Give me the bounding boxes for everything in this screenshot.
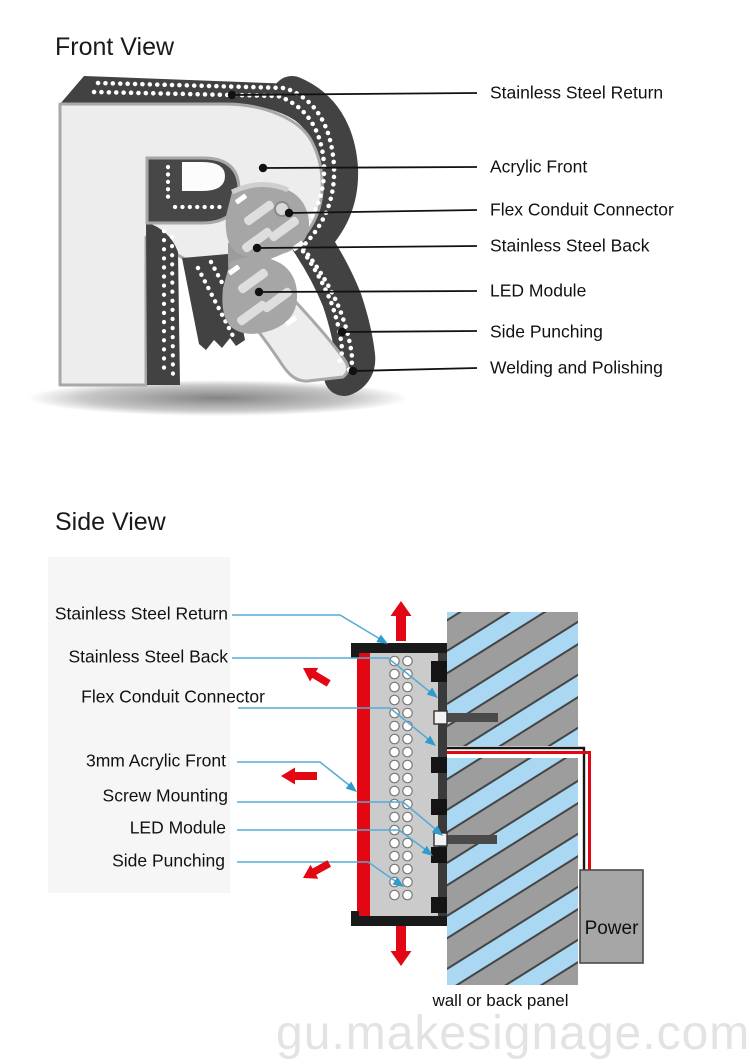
power-box-label: Power [584,918,639,939]
front-view-illustration [28,76,477,416]
label-acrylic-front: Acrylic Front [490,156,588,177]
label-led-module: LED Module [490,280,587,301]
stainless-steel-back-strip [438,650,447,918]
power-supply-box [580,870,643,963]
label-flex-conduit-connector: Flex Conduit Connector [490,199,674,220]
front-view-title: Front View [55,33,175,61]
counter-opening [182,162,225,191]
wall-caption: wall or back panel [432,991,569,1010]
side-view-title: Side View [55,508,166,536]
label-stainless-steel-return: Stainless Steel Return [490,82,664,103]
acrylic-front-bar [357,650,370,918]
sv-label-screw-mounting: Screw Mounting [102,785,228,806]
down-arrow-icon [391,926,412,966]
label-side-punching: Side Punching [490,321,603,342]
label-stainless-steel-back: Stainless Steel Back [490,235,650,256]
sv-label-flex-conduit-connector: Flex Conduit Connector [81,686,265,707]
sv-label-stainless-steel-back: Stainless Steel Back [68,646,228,667]
sv-label-acrylic-front: 3mm Acrylic Front [85,750,226,771]
up-arrow-icon [391,601,412,641]
label-welding-and-polishing: Welding and Polishing [490,357,663,378]
sv-label-side-punching: Side Punching [112,850,225,871]
sv-label-stainless-steel-return: Stainless Steel Return [54,603,228,624]
sv-label-led-module: LED Module [129,817,226,838]
down-left-arrow-icon [299,856,333,885]
left-arrow-icon [281,768,317,785]
up-left-arrow-icon [299,661,333,690]
watermark-text: gu.makesignage.com [276,1007,750,1060]
